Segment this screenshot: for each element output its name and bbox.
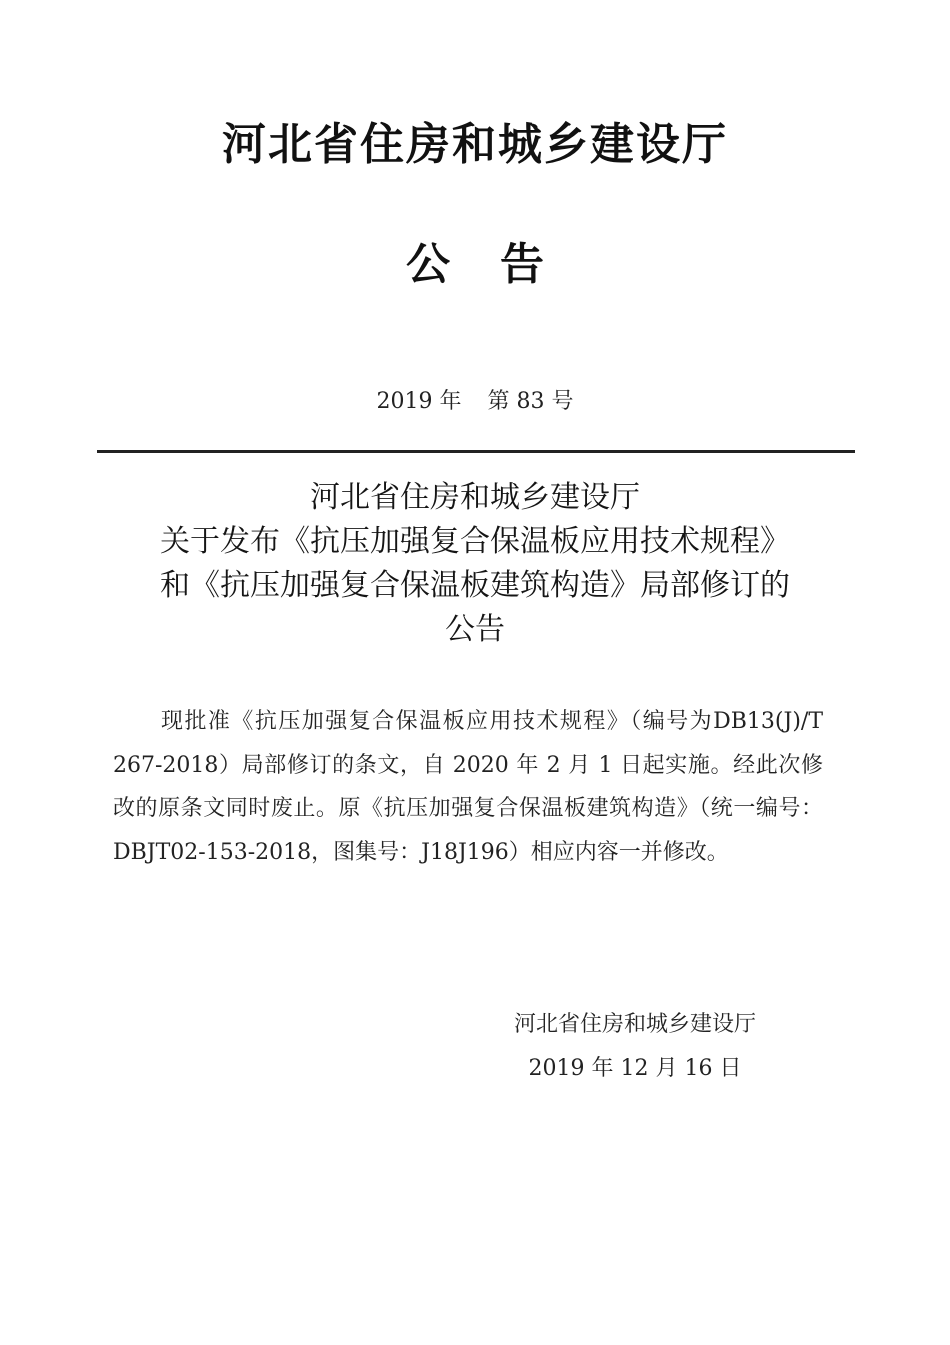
- title-line-1: 河北省住房和城乡建设厅: [310, 480, 640, 515]
- title-line-2: 关于发布《抗压加强复合保温板应用技术规程》: [160, 524, 790, 559]
- agency-header: 河北省住房和城乡建设厅: [222, 119, 728, 170]
- issue-date: 2019 年 12 月 16 日: [528, 1056, 742, 1081]
- document-year: 2019 年: [376, 389, 462, 414]
- announcement-title: [0, 476, 950, 652]
- document-serial-number: 第 83 号: [487, 389, 574, 414]
- signature-block: [470, 1003, 800, 1091]
- announcement-body: 现批准《抗压加强复合保温板应用技术规程》（编号为DB13(J)/T 267-2018）局部修订的条文，自 2020 年 2 月 1 日起实施。经此次修改的原条文同时废止。原《抗压加强复合保温板建筑构造》（统一编号：DBJT02-153-2018，图集号：J18J196）相应内容一并修改。: [113, 709, 823, 865]
- header-divider: [97, 450, 855, 453]
- issuer-name: 河北省住房和城乡建设厅: [513, 1012, 756, 1037]
- document-number: [0, 384, 950, 415]
- document-type-heading: 公告: [406, 239, 594, 290]
- title-line-3: 和《抗压加强复合保温板建筑构造》局部修订的: [160, 568, 790, 603]
- title-line-4: 公告: [445, 612, 505, 647]
